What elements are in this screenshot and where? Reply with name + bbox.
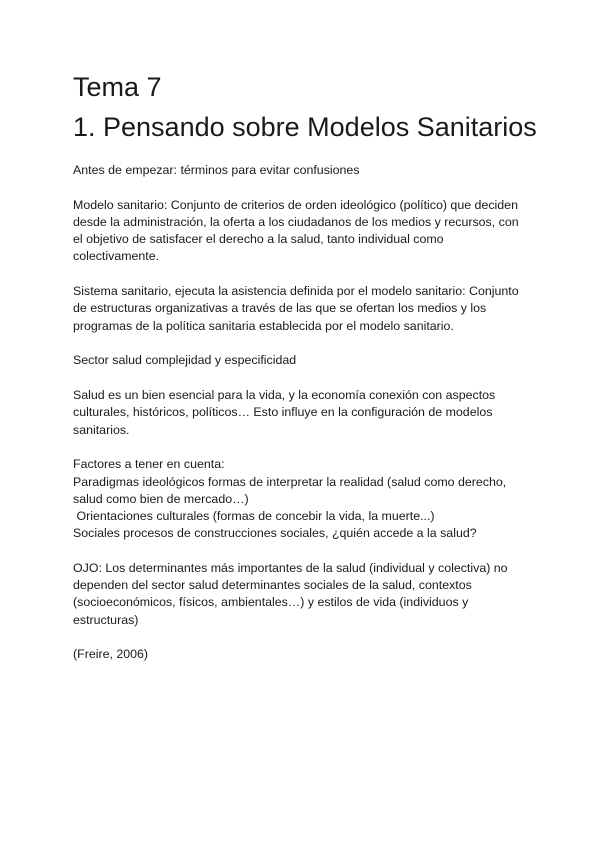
text-line: Sistema sanitario, ejecuta la asistencia definida por el modelo sanitario: Conjunto bbox=[73, 284, 519, 299]
text-line: Sector salud complejidad y especificidad bbox=[73, 353, 297, 368]
text-line: Factores a tener en cuenta: bbox=[73, 457, 225, 472]
paragraph-sistema-sanitario bbox=[73, 283, 533, 335]
text-line: el objetivo de satisfacer el derecho a la salud, tanto individual como bbox=[73, 232, 444, 247]
document-body bbox=[73, 162, 533, 681]
paragraph-salud-bien bbox=[73, 387, 533, 439]
text-line: sanitarios. bbox=[73, 422, 130, 437]
text-line: OJO: Los determinantes más importantes de la salud (individual y colectiva) no bbox=[73, 561, 508, 576]
text-line: salud como bien de mercado…) bbox=[73, 491, 249, 506]
text-line: de estructuras organizativas a través de las que se ofertan los medios y los bbox=[73, 301, 487, 316]
section-title: 1. Pensando sobre Modelos Sanitarios bbox=[73, 112, 537, 142]
paragraph-modelo-sanitario bbox=[73, 197, 533, 266]
text-line: Salud es un bien esencial para la vida, y la economía conexión con aspectos bbox=[73, 388, 496, 403]
text-line: programas de la política sanitaria establecida por el modelo sanitario. bbox=[73, 318, 454, 333]
text-line: Paradigmas ideológicos formas de interpretar la realidad (salud como derecho, bbox=[73, 474, 507, 489]
text-line: Sociales procesos de construcciones sociales, ¿quién accede a la salud? bbox=[73, 526, 477, 541]
text-line: Antes de empezar: términos para evitar confusiones bbox=[73, 163, 360, 177]
text-line: colectivamente. bbox=[73, 249, 160, 264]
paragraph-factores bbox=[73, 456, 533, 542]
paragraph-ojo bbox=[73, 560, 533, 629]
text-line: desde la administración, la oferta a los ciudadanos de los medios y recursos, con bbox=[73, 215, 519, 229]
page-title: Tema 7 bbox=[73, 72, 162, 102]
paragraph-sector-salud bbox=[73, 352, 533, 369]
text-line: Modelo sanitario: Conjunto de criterios de orden ideológico (político) que deciden bbox=[73, 197, 518, 212]
paragraph-citation bbox=[73, 646, 533, 663]
paragraph-intro bbox=[73, 162, 533, 179]
text-line: dependen del sector salud determinantes sociales de la salud, contextos bbox=[73, 578, 472, 593]
text-line: culturales, históricos, políticos… Esto influye en la configuración de modelos bbox=[73, 405, 493, 420]
citation-text: (Freire, 2006) bbox=[73, 647, 149, 662]
text-line: estructuras) bbox=[73, 612, 139, 627]
text-line: Orientaciones culturales (formas de concebir la vida, la muerte...) bbox=[73, 509, 435, 524]
text-line: (socioeconómicos, físicos, ambientales…) y estilos de vida (individuos y bbox=[73, 595, 469, 610]
